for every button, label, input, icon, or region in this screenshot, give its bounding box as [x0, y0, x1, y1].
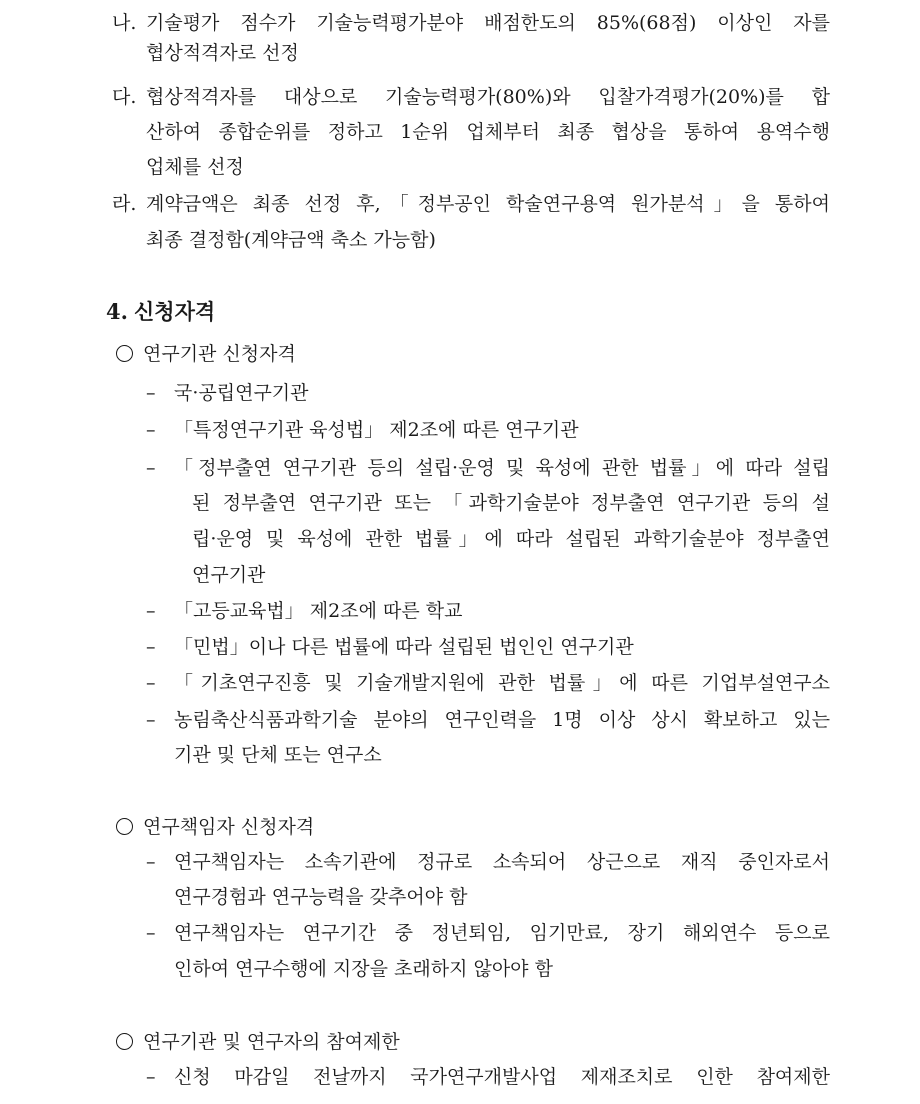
bullet-text: 「민법」이나 다른 법률에 따라 설립된 법인인 연구기관 — [174, 636, 634, 658]
bullet-text: 된 정부출연 연구기관 또는 「과학기술분야 정부출연 연구기관 등의 설 — [192, 492, 830, 514]
bullet-text: 기관 및 단체 또는 연구소 — [174, 744, 382, 766]
dash-bullet: – — [146, 419, 156, 441]
group-title: 연구기관 및 연구자의 참여제한 — [143, 1031, 400, 1053]
bullet-text: 농림축산식품과학기술 분야의 연구인력을 1명 이상 상시 확보하고 있는 — [174, 709, 830, 731]
bullet-text: 연구책임자는 소속기관에 정규로 소속되어 상근으로 재직 중인자로서 — [174, 851, 830, 873]
dash-bullet: – — [146, 457, 156, 479]
dash-bullet: – — [146, 672, 156, 694]
dash-bullet: – — [146, 709, 156, 731]
item-text: 협상적격자로 선정 — [146, 42, 299, 64]
group-title: 연구기관 신청자격 — [143, 343, 296, 365]
dash-bullet: – — [146, 1066, 156, 1088]
dash-bullet: – — [146, 851, 156, 873]
dash-bullet: – — [146, 382, 156, 404]
circle-bullet-icon — [116, 1033, 133, 1050]
dash-bullet: – — [146, 922, 156, 944]
circle-bullet-icon — [116, 345, 133, 362]
item-text: 기술평가 점수가 기술능력평가분야 배점한도의 85%(68점) 이상인 자를 — [146, 12, 830, 34]
dash-bullet: – — [146, 600, 156, 622]
item-text: 업체를 선정 — [146, 156, 244, 178]
bullet-text: 「고등교육법」 제2조에 따른 학교 — [174, 600, 463, 622]
item-marker: 다. — [112, 86, 137, 108]
bullet-text: 연구경험과 연구능력을 갖추어야 함 — [174, 886, 468, 908]
section-number: 4. — [106, 299, 128, 324]
bullet-text: 「특정연구기관 육성법」 제2조에 따른 연구기관 — [174, 419, 579, 441]
bullet-text: 신청 마감일 전날까지 국가연구개발사업 제재조치로 인한 참여제한 — [174, 1066, 830, 1088]
item-marker: 라. — [112, 193, 137, 215]
bullet-text: 립·운영 및 육성에 관한 법률」에 따라 설립된 과학기술분야 정부출연 — [192, 528, 830, 550]
bullet-text: 「기초연구진흥 및 기술개발지원에 관한 법률」에 따른 기업부설연구소 — [174, 672, 830, 694]
bullet-text: 「정부출연 연구기관 등의 설립·운영 및 육성에 관한 법률」에 따라 설립 — [174, 457, 830, 479]
bullet-text: 인하여 연구수행에 지장을 초래하지 않아야 함 — [174, 958, 553, 980]
item-text: 최종 결정함(계약금액 축소 가능함) — [146, 229, 436, 251]
group-title: 연구책임자 신청자격 — [143, 816, 315, 838]
circle-bullet-icon — [116, 818, 133, 835]
item-marker: 나. — [112, 12, 137, 34]
bullet-text: 국·공립연구기관 — [174, 382, 309, 404]
bullet-text: 연구기관 — [192, 564, 266, 586]
dash-bullet: – — [146, 636, 156, 658]
item-text: 산하여 종합순위를 정하고 1순위 업체부터 최종 협상을 통하여 용역수행 — [146, 121, 830, 143]
item-text: 협상적격자를 대상으로 기술능력평가(80%)와 입찰가격평가(20%)를 합 — [146, 86, 830, 108]
section-title: 신청자격 — [134, 299, 216, 324]
item-text: 계약금액은 최종 선정 후,「정부공인 학술연구용역 원가분석」을 통하여 — [146, 193, 830, 215]
bullet-text: 연구책임자는 연구기간 중 정년퇴임, 임기만료, 장기 해외연수 등으로 — [174, 922, 830, 944]
